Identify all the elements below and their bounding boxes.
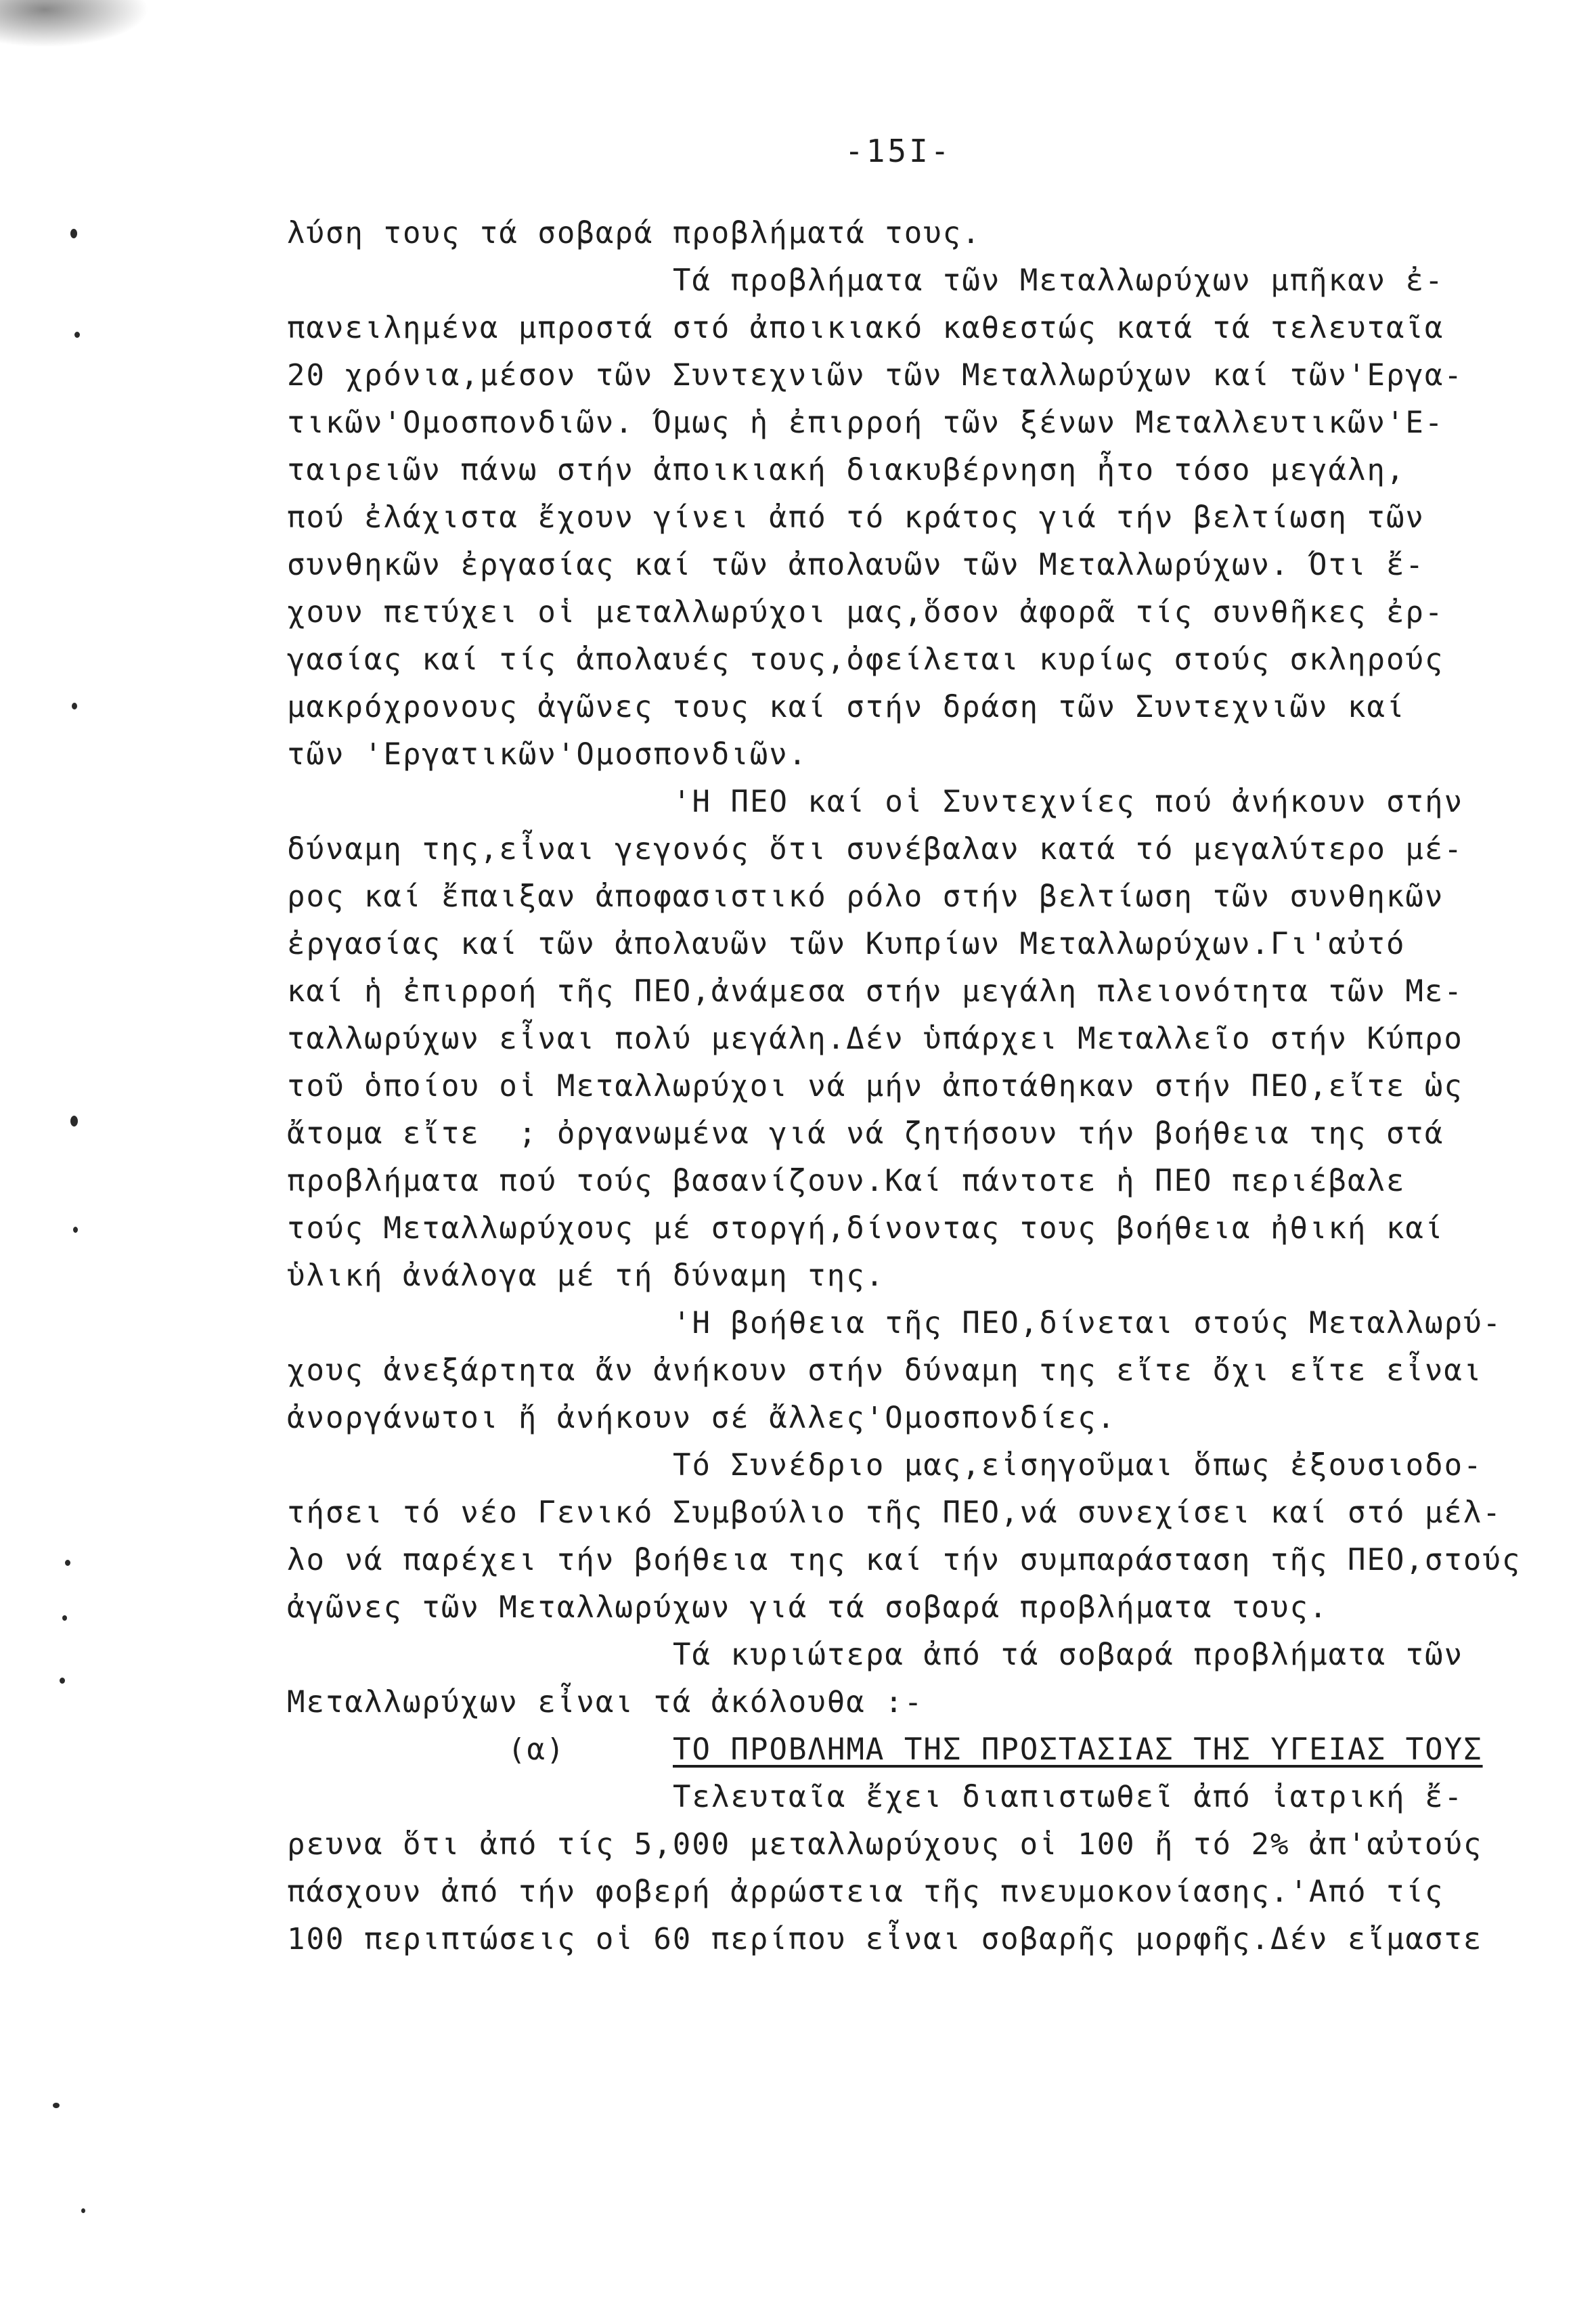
margin-speck [62, 1615, 67, 1621]
text-line: πάσχουν ἀπό τήν φοβερή ἀρρώστεια τῆς πνευμοκονίασης.'Από τίς [287, 1875, 1444, 1909]
text-line: δύναμη της,εἶναι γεγονός ὅτι συνέβαλαν κατά τό μεγαλύτερο μέ- [287, 832, 1463, 867]
margin-speck [60, 1678, 65, 1684]
text-line: πανειλημένα μπροστά στό ἀποικιακό καθεστώς κατά τά τελευταῖα [287, 311, 1444, 345]
margin-speck [53, 2103, 60, 2108]
paragraphs-before-heading [287, 210, 1559, 1726]
scan-artifact [0, 0, 149, 47]
margin-speck [70, 229, 77, 238]
margin-speck [70, 1116, 78, 1127]
text-line: χουν πετύχει οἱ μεταλλωρύχοι μας,ὅσον ἀφορᾶ τίς συνθῆκες ἐρ- [287, 595, 1444, 630]
text-line: 100 περιπτώσεις οἱ 60 περίπου εἶναι σοβαρῆς μορφῆς.Δέν εἴμαστε [287, 1922, 1483, 1956]
section-marker: (α) [508, 1732, 566, 1767]
text-line: ἐργασίας καί τῶν ἀπολαυῶν τῶν Κυπρίων Μεταλλωρύχων.Γι'αὐτό [287, 927, 1406, 961]
text-line: τούς Μεταλλωρύχους μέ στοργή,δίνοντας τους βοήθεια ἠθική καί [287, 1211, 1444, 1246]
text-line: τῶν 'Εργατικῶν'Ομοσπονδιῶν. [287, 737, 808, 772]
margin-speck [81, 2208, 85, 2213]
paragraphs-after-heading [287, 1774, 1559, 1963]
margin-speck [73, 1227, 78, 1233]
text-line: τικῶν'Ομοσπονδιῶν. Όμως ἡ ἐπιρροή τῶν ξένων Μεταλλευτικῶν'Ε- [287, 406, 1444, 440]
margin-speck [65, 1560, 70, 1566]
text-line: τοῦ ὁποίου οἱ Μεταλλωρύχοι νά μήν ἀποτάθηκαν στήν ΠΕΟ,εἴτε ὡς [287, 1069, 1463, 1103]
text-line: τήσει τό νέο Γενικό Συμβούλιο τῆς ΠΕΟ,νά συνεχίσει καί στό μέλ- [287, 1495, 1502, 1530]
section-title: ΤΟ ΠΡΟΒΛΗΜΑ ΤΗΣ ΠΡΟΣΤΑΣΙΑΣ ΤΗΣ ΥΓΕΙΑΣ ΤΟΥΣ [673, 1732, 1483, 1767]
text-line: Μεταλλωρύχων εἶναι τά ἀκόλουθα :- [287, 1685, 924, 1720]
text-line: λύση τους τά σοβαρά προβλήματά τους. [287, 216, 981, 250]
margin-speck [72, 703, 77, 709]
text-line: 'Η βοήθεια τῆς ΠΕΟ,δίνεται στούς Μεταλλωρύ- [673, 1306, 1503, 1340]
text-line: ὑλική ἀνάλογα μέ τή δύναμη της. [287, 1259, 885, 1293]
text-line: 'Η ΠΕΟ καί οἱ Συντεχνίες πού ἀνήκουν στήν [673, 785, 1464, 819]
text-line: προβλήματα πού τούς βασανίζουν.Καί πάντοτε ἡ ΠΕΟ περιέβαλε [287, 1164, 1406, 1198]
text-line: 20 χρόνια,μέσον τῶν Συντεχνιῶν τῶν Μεταλλωρύχων καί τῶν'Εργα- [287, 358, 1463, 393]
text-line: συνθηκῶν ἐργασίας καί τῶν ἀπολαυῶν τῶν Μεταλλωρύχων. Ότι ἔ- [287, 548, 1425, 582]
margin-speck [74, 332, 80, 338]
text-line: λο νά παρέχει τήν βοήθεια της καί τήν συμπαράσταση τῆς ΠΕΟ,στούς [287, 1543, 1522, 1577]
text-line: ταιρειῶν πάνω στήν ἀποικιακή διακυβέρνηση ἦτο τόσο μεγάλη, [287, 453, 1406, 487]
text-line: ταλλωρύχων εἶναι πολύ μεγάλη.Δέν ὑπάρχει Μεταλλεῖο στήν Κύπρο [287, 1022, 1463, 1056]
text-line: Τά κυριώτερα ἀπό τά σοβαρά προβλήματα τῶν [673, 1638, 1464, 1672]
text-line: ἀγῶνες τῶν Μεταλλωρύχων γιά τά σοβαρά προβλήματα τους. [287, 1590, 1329, 1625]
page-number: -15I- [845, 133, 952, 169]
text-line: γασίας καί τίς ἀπολαυές τους,ὀφείλεται κυρίως στούς σκληρούς [287, 642, 1444, 677]
text-line: χους ἀνεξάρτητα ἄν ἀνήκουν στήν δύναμη της εἴτε ὄχι εἴτε εἶναι [287, 1353, 1483, 1388]
text-line: καί ἡ ἐπιρροή τῆς ΠΕΟ,ἀνάμεσα στήν μεγάλη πλειονότητα τῶν Με- [287, 974, 1463, 1009]
text-line: Τό Συνέδριο μας,εἰσηγοῦμαι ὅπως ἐξουσιοδο- [673, 1448, 1483, 1483]
text-line: ρος καί ἔπαιξαν ἀποφασιστικό ρόλο στήν βελτίωση τῶν συνθηκῶν [287, 879, 1444, 914]
text-line: Τελευταῖα ἔχει διαπιστωθεῖ ἀπό ἰατρική ἔ- [673, 1780, 1464, 1814]
text-line: πού ἐλάχιστα ἔχουν γίνει ἀπό τό κράτος γιά τήν βελτίωση τῶν [287, 500, 1425, 535]
section-heading [287, 1726, 1559, 1774]
body-text [287, 210, 1559, 1963]
text-line: ρευνα ὅτι ἀπό τίς 5,000 μεταλλωρύχους οἱ 100 ἤ τό 2% ἀπ'αὐτούς [287, 1827, 1483, 1862]
text-line: ἀνοργάνωτοι ἤ ἀνήκουν σέ ἄλλες'Ομοσπονδίες. [287, 1401, 1117, 1435]
text-line: ἄτομα εἴτε ; ὀργανωμένα γιά νά ζητήσουν τήν βοήθεια της στά [287, 1116, 1444, 1151]
text-line: Τά προβλήματα τῶν Μεταλλωρύχων μπῆκαν ἐ- [673, 263, 1444, 298]
text-line: μακρόχρονους ἀγῶνες τους καί στήν δράση τῶν Συντεχνιῶν καί [287, 690, 1406, 724]
